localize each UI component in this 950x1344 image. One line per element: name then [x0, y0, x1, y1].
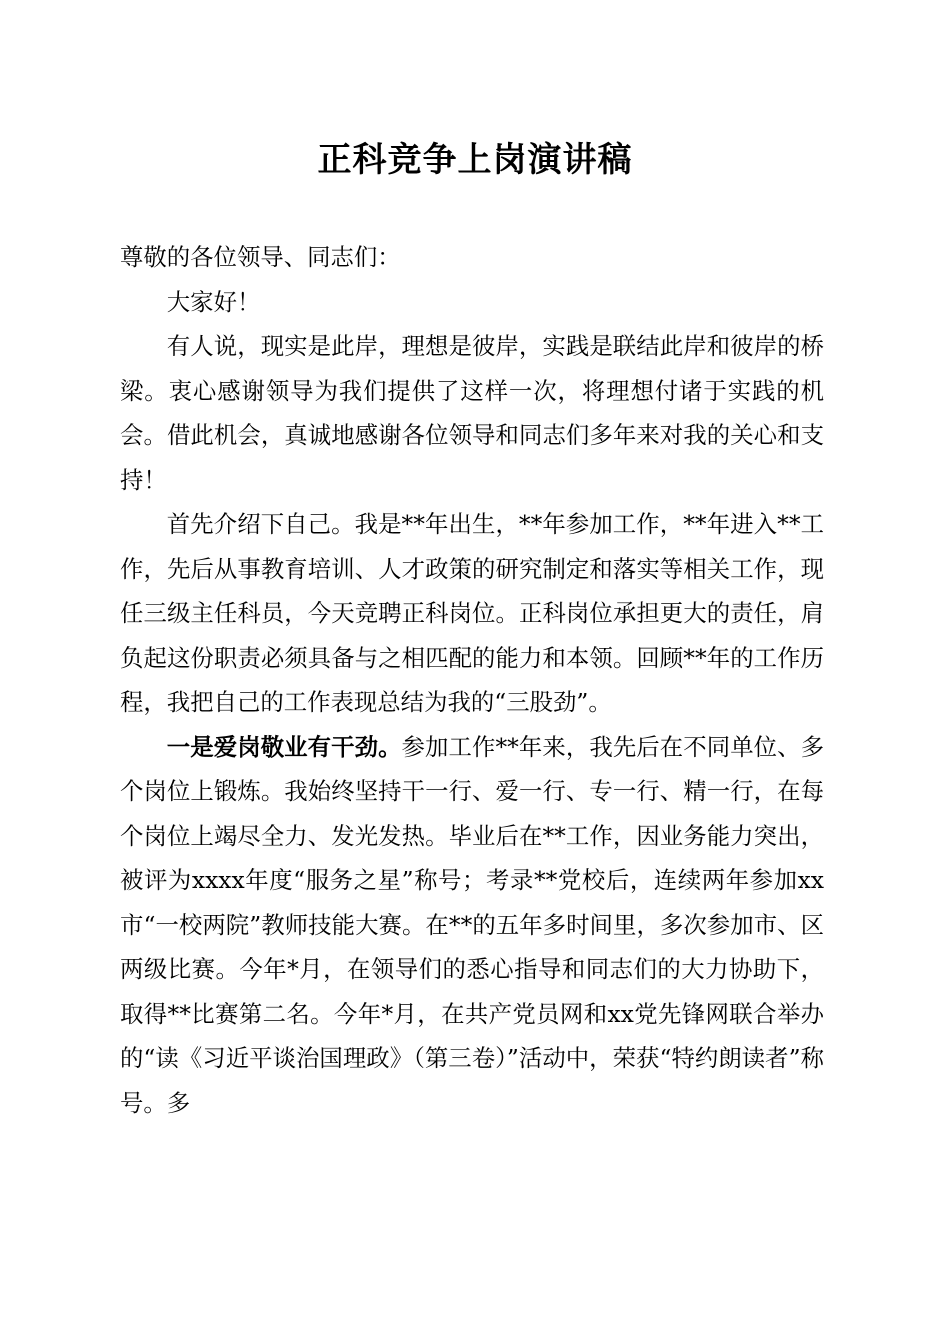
greeting: 大家好！ [166, 287, 261, 316]
paragraph-lead: 一是爱岗敬业有干劲。 [166, 732, 402, 761]
paragraph-text: 有人说，现实是此岸，理想是彼岸，实践是联结此岸和彼岸的桥梁。衷心感谢领导为我们提供了这样一次，将理想付诸于实践的机会。借此机会，真诚地感谢各位领导和同志们多年来对我的关心和支持！ [120, 332, 824, 494]
document-body [120, 235, 824, 1125]
salutation: 尊敬的各位领导、同志们： [120, 243, 401, 271]
paragraph-text: 参加工作**年来，我先后在不同单位、多个岗位上锻炼。我始终坚持干一行、爱一行、专一行、精一行，在每个岗位上竭尽全力、发光发热。毕业后在**工作，因业务能力突出，被评为xxxx年度“服务之星”称号；考录**党校后，连续两年参加xx市“一校两院”教师技能大赛。在**的五年多时间里，多次参加市、区两级比赛。今年*月，在领导们的悉心指导和同志们的大力协助下，取得**比赛第二名。今年*月，在共产党员网和xx党先锋网联合举办的“读《习近平谈治国理政》（第三卷）”活动中，荣获“特约朗读者”称号。多 [120, 732, 825, 1117]
paragraph-dedication [120, 725, 824, 1126]
paragraph-text: 首先介绍下自己。我是**年出生，**年参加工作，**年进入**工作，先后从事教育培训、人才政策的研究制定和落实等相关工作，现任三级主任科员，今天竞聘正科岗位。正科岗位承担更大的责任，肩负起这份职责必须具备与之相匹配的能力和本领。回顾**年的工作历程，我把自己的工作表现总结为我的“三股劲”。 [120, 510, 824, 716]
paragraph-self-introduction [120, 502, 824, 725]
paragraph-intro-gratitude [120, 324, 824, 502]
document-title: 正科竞争上岗演讲稿 [317, 140, 633, 180]
